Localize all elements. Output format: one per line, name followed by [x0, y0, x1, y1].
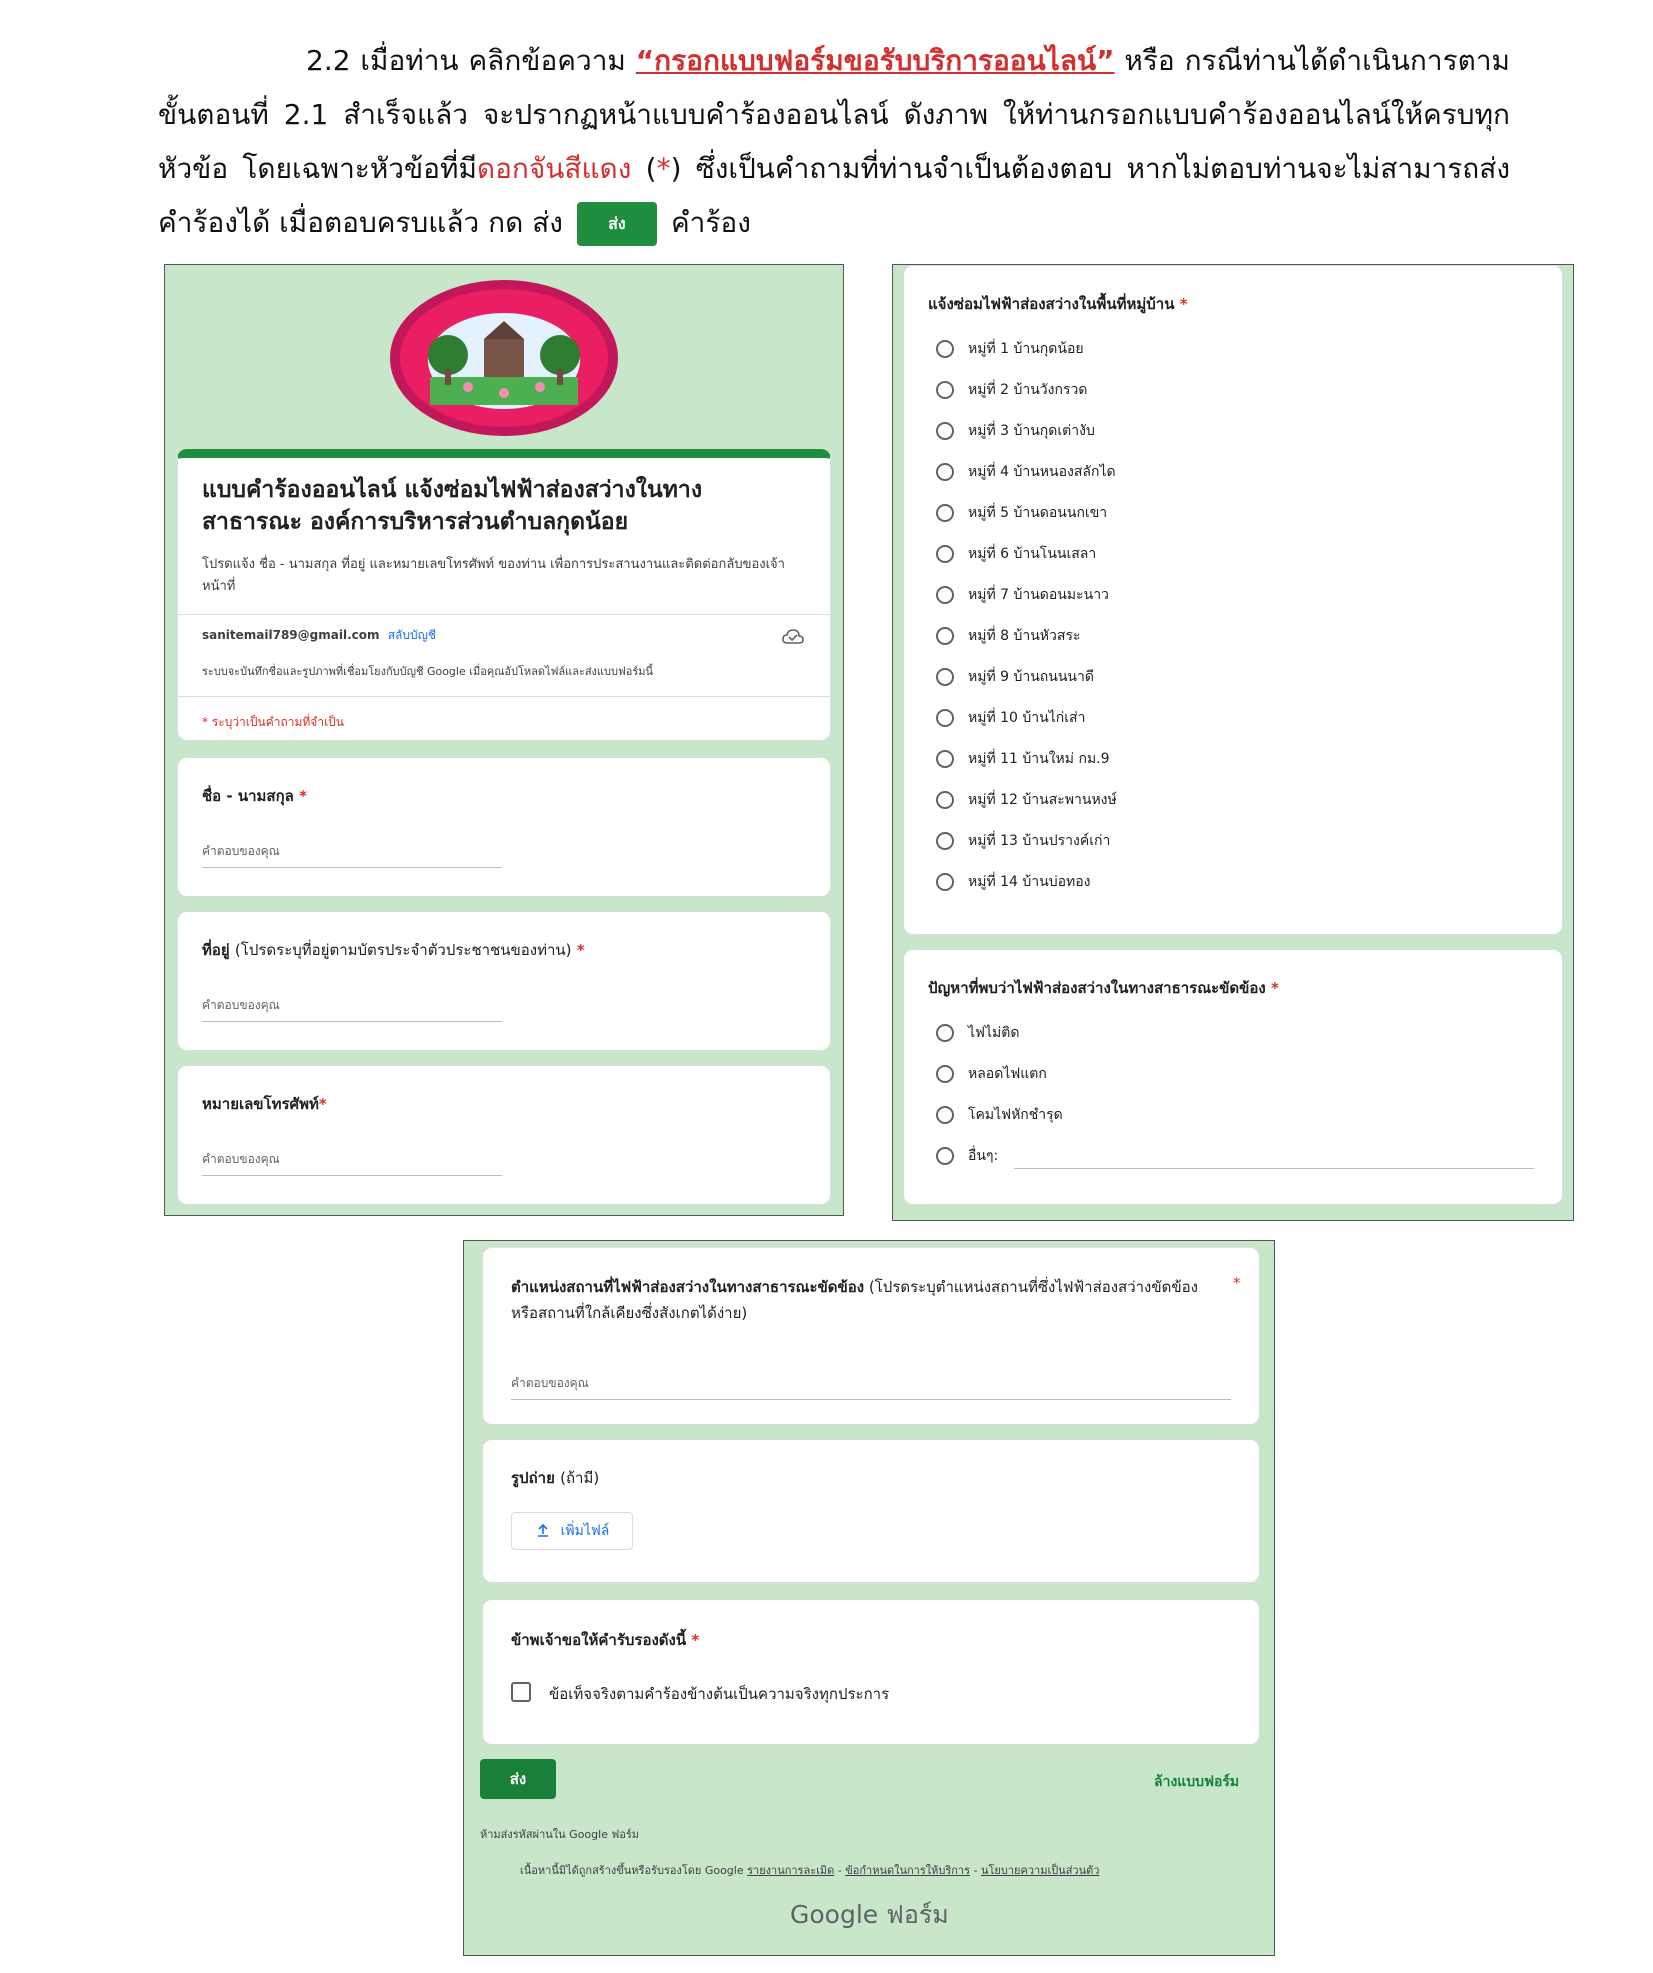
intro-paragraph	[158, 34, 1510, 250]
form-screenshot-right	[892, 264, 1574, 1221]
radio-circle[interactable]	[936, 586, 954, 604]
radio-option[interactable]	[936, 541, 1096, 567]
form-title: แบบคำร้องออนไลน์ แจ้งซ่อมไฟฟ้าส่องสว่างในทางสาธารณะ องค์การบริหารส่วนตำบลกุดน้อย	[202, 477, 703, 535]
intro-text: (	[631, 152, 657, 185]
question-title: ชื่อ - นามสกุล	[202, 787, 294, 805]
radio-circle[interactable]	[936, 1065, 954, 1083]
form-link[interactable]: “กรอกแบบฟอร์มขอรับบริการออนไลน์”	[635, 44, 1115, 77]
question-title: หมายเลขโทรศัพท์	[202, 1095, 319, 1113]
phone-input[interactable]: คำตอบของคุณ	[202, 1150, 502, 1176]
upload-icon	[535, 1523, 551, 1539]
intro-text: ) ซึ่งเป็นคำถามที่ท่านจำเป็นต้องตอบ หากไม่ตอบท่านจะไม่สามารถส่งคำร้องได้ เมื่อตอบครบแล้ว กด ส่ง	[158, 152, 1511, 239]
question-card-location	[482, 1247, 1260, 1425]
intro-red-asterisk: *	[656, 152, 671, 185]
intro-text: 2.2 เมื่อท่าน คลิกข้อความ	[306, 44, 636, 77]
radio-option[interactable]	[936, 500, 1107, 526]
option-label: หมู่ที่ 7 บ้านดอนมะนาว	[968, 587, 1109, 603]
question-title: ข้าพเจ้าขอให้คำรับรองดังนี้	[511, 1631, 687, 1649]
option-label: หมู่ที่ 3 บ้านกุดเต่างับ	[968, 423, 1095, 439]
radio-circle[interactable]	[936, 1106, 954, 1124]
radio-circle[interactable]	[936, 463, 954, 481]
question-card-name	[177, 757, 831, 897]
other-input[interactable]	[1014, 1168, 1534, 1169]
radio-option[interactable]	[936, 336, 1084, 362]
location-input[interactable]: คำตอบของคุณ	[511, 1374, 1231, 1400]
checkbox-label: ข้อเท็จจริงตามคำร้องข้างต้นเป็นความจริงทุกประการ	[549, 1685, 890, 1703]
send-button-sample: ส่ง	[577, 202, 657, 246]
submit-button[interactable]: ส่ง	[480, 1759, 556, 1799]
question-title: ที่อยู่	[202, 941, 230, 959]
required-asterisk: *	[1179, 295, 1188, 313]
report-abuse-link[interactable]: รายงานการละเมิด	[747, 1864, 835, 1877]
radio-circle[interactable]	[936, 873, 954, 891]
radio-option[interactable]	[936, 787, 1117, 813]
question-card-photo	[482, 1439, 1260, 1583]
intro-text: คำร้อง	[670, 206, 751, 239]
add-file-label: เพิ่มไฟล์	[560, 1523, 610, 1539]
question-card-certify	[482, 1599, 1260, 1745]
brand-forms: ฟอร์ม	[886, 1900, 949, 1929]
radio-circle[interactable]	[936, 545, 954, 563]
form-description: โปรดแจ้ง ชื่อ - นามสกุล ที่อยู่ และหมายเลขโทรศัพท์ ของท่าน เพื่อการประสานงานและติดต่อกลับของเจ้าหน้าที่	[202, 557, 785, 594]
account-email: sanitemail789@gmail.com	[202, 628, 380, 642]
option-label: หลอดไฟแตก	[968, 1066, 1047, 1082]
required-asterisk: *	[1271, 979, 1279, 997]
option-label: หมู่ที่ 6 บ้านโนนเสลา	[968, 546, 1097, 562]
required-asterisk: *	[299, 787, 307, 805]
question-title: ปัญหาที่พบว่าไฟฟ้าส่องสว่างในทางสาธารณะขัดข้อง	[928, 979, 1266, 997]
required-asterisk: *	[1233, 1274, 1241, 1292]
cloud-saved-icon	[782, 628, 804, 646]
radio-option[interactable]	[936, 746, 1110, 772]
option-label: หมู่ที่ 1 บ้านกุดน้อย	[968, 341, 1084, 357]
option-label: หมู่ที่ 12 บ้านสะพานหงษ์	[968, 792, 1117, 808]
radio-option[interactable]	[936, 459, 1116, 485]
logo-emblem	[388, 277, 620, 439]
radio-option[interactable]	[936, 664, 1094, 690]
option-label: หมู่ที่ 8 บ้านหัวสระ	[968, 628, 1081, 644]
required-asterisk: *	[691, 1631, 700, 1649]
form-screenshot-left	[164, 264, 844, 1216]
divider	[178, 614, 830, 615]
question-hint: (โปรดระบุตำแหน่งสถานที่ซึ่งไฟฟ้าส่องสว่างขัดข้องหรือสถานที่ใกล้เคียงซึ่งสังเกตได้ง่าย)	[511, 1278, 1198, 1322]
option-label: หมู่ที่ 11 บ้านใหม่ กม.9	[968, 751, 1110, 767]
name-input[interactable]: คำตอบของคุณ	[202, 842, 502, 868]
radio-circle[interactable]	[936, 1024, 954, 1042]
add-file-button[interactable]	[511, 1512, 633, 1550]
question-card-problem	[903, 949, 1563, 1205]
radio-option[interactable]	[936, 1102, 1063, 1128]
radio-option[interactable]	[936, 418, 1095, 444]
option-label: หมู่ที่ 5 บ้านดอนนกเขา	[968, 505, 1108, 521]
question-card-village	[903, 265, 1563, 935]
option-label: หมู่ที่ 10 บ้านไก่เส่า	[968, 710, 1086, 726]
radio-circle[interactable]	[936, 1147, 954, 1165]
radio-option[interactable]	[936, 377, 1087, 403]
radio-circle[interactable]	[936, 381, 954, 399]
radio-option[interactable]	[936, 1143, 998, 1169]
question-title: แจ้งซ่อมไฟฟ้าส่องสว่างในพื้นที่หมู่บ้าน	[928, 295, 1175, 313]
clear-form-button[interactable]: ล้างแบบฟอร์ม	[1154, 1774, 1240, 1790]
footer-disclaimer: เนื้อหานี้มิได้ถูกสร้างขึ้นหรือรับรองโดย Google รายงานการละเมิด - ข้อกำหนดในการให้บริการ - นโยบายความเป็นส่วนตัว	[520, 1864, 1100, 1877]
question-card-address	[177, 911, 831, 1051]
question-card-phone	[177, 1065, 831, 1205]
radio-circle[interactable]	[936, 791, 954, 809]
terms-link[interactable]: ข้อกำหนดในการให้บริการ	[845, 1864, 971, 1877]
radio-option[interactable]	[936, 869, 1091, 895]
account-notice: ระบบจะบันทึกชื่อและรูปภาพที่เชื่อมโยงกับบัญชี Google เมื่อคุณอัปโหลดไฟล์และส่งแบบฟอร์มนี้	[202, 665, 654, 678]
question-title: รูปถ่าย	[511, 1469, 555, 1487]
required-asterisk: *	[576, 941, 585, 959]
option-label: ไฟไม่ติด	[968, 1025, 1020, 1041]
option-label: หมู่ที่ 14 บ้านบ่อทอง	[968, 874, 1091, 890]
option-label: โคมไฟหักชำรุด	[968, 1107, 1063, 1123]
radio-option[interactable]	[936, 1020, 1019, 1046]
radio-circle[interactable]	[936, 504, 954, 522]
option-label: หมู่ที่ 9 บ้านถนนนาดี	[968, 669, 1094, 685]
form-header-card	[177, 449, 831, 741]
radio-circle[interactable]	[936, 340, 954, 358]
intro-red-text: ดอกจันสีแดง	[476, 152, 632, 185]
question-title-block	[511, 1274, 1201, 1326]
google-forms-brand	[790, 1895, 949, 1935]
radio-option[interactable]	[936, 828, 1110, 854]
radio-circle[interactable]	[936, 422, 954, 440]
radio-option[interactable]	[936, 705, 1085, 731]
radio-circle[interactable]	[936, 709, 954, 727]
radio-circle[interactable]	[936, 668, 954, 686]
radio-circle[interactable]	[936, 832, 954, 850]
option-label: อื่นๆ:	[968, 1148, 999, 1164]
brand-google: Google	[790, 1900, 879, 1929]
radio-circle[interactable]	[936, 627, 954, 645]
question-title: ตำแหน่งสถานที่ไฟฟ้าส่องสว่างในทางสาธารณะขัดข้อง	[511, 1278, 865, 1296]
option-label: หมู่ที่ 4 บ้านหนองสลักได	[968, 464, 1116, 480]
address-input[interactable]: คำตอบของคุณ	[202, 996, 502, 1022]
required-note: * ระบุว่าเป็นคำถามที่จำเป็น	[202, 715, 345, 729]
option-label: หมู่ที่ 13 บ้านปรางค์เก่า	[968, 833, 1111, 849]
divider	[178, 696, 830, 697]
intro-text: หรือ กรณีท่านได้ดำเนินการตามขั้นตอนที่ 2.1 สำเร็จแล้ว จะปรากฏหน้าแบบคำร้องออนไลน์ ดังภาพ ให้ท่านกรอกแบบคำร้องออนไลน์ให้ครบทุกหัวข้อ โดยเฉพาะหัวข้อที่มี	[158, 44, 1510, 185]
radio-option[interactable]	[936, 1061, 1047, 1087]
question-hint: (ถ้ามี)	[560, 1469, 600, 1487]
radio-option[interactable]	[936, 623, 1081, 649]
required-asterisk: *	[318, 1095, 327, 1113]
password-note: ห้ามส่งรหัสผ่านใน Google ฟอร์ม	[480, 1828, 640, 1841]
disclaimer-text: เนื้อหานี้มิได้ถูกสร้างขึ้นหรือรับรองโดย Google	[520, 1864, 744, 1877]
question-hint: (โปรดระบุที่อยู่ตามบัตรประจำตัวประชาชนของท่าน)	[234, 941, 572, 959]
privacy-link[interactable]: นโยบายความเป็นส่วนตัว	[981, 1864, 1100, 1877]
form-screenshot-bottom	[463, 1240, 1275, 1956]
switch-account-link[interactable]: สลับบัญชี	[387, 628, 436, 642]
radio-circle[interactable]	[936, 750, 954, 768]
certify-checkbox[interactable]	[511, 1682, 531, 1702]
radio-option[interactable]	[936, 582, 1109, 608]
option-label: หมู่ที่ 2 บ้านวังกรวด	[968, 382, 1088, 398]
